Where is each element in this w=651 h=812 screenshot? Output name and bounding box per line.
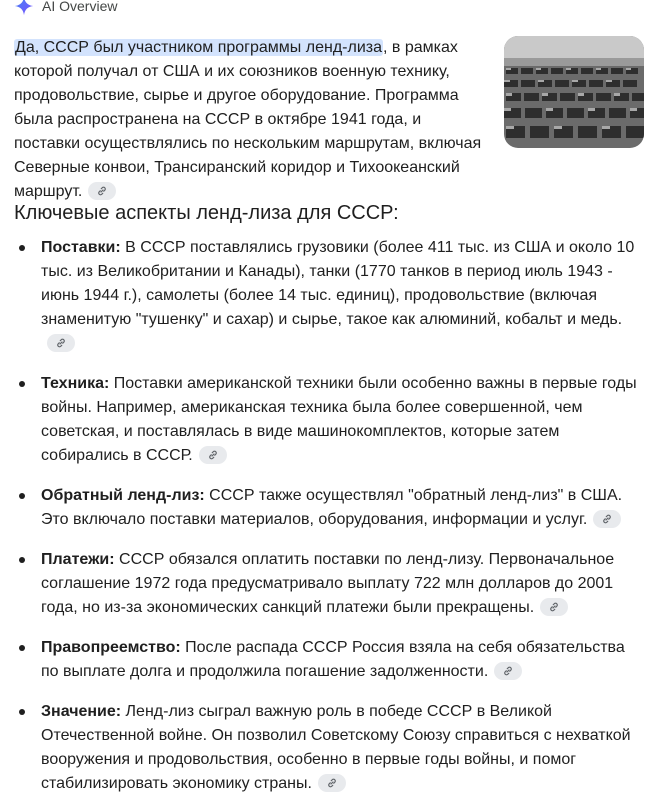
list-item	[14, 236, 646, 356]
item-title: Поставки:	[41, 239, 121, 256]
item-title: Платежи:	[41, 551, 115, 568]
item-text: Ленд-лиз сыграл важную роль в победе СССР в Великой Отечественной войне. Он позволил Советскому Союзу справиться с нехваткой вооружения и продовольствия, особенно в первые годы войны, и помог стабилизировать экономику страны.	[41, 703, 631, 792]
item-text: СССР также осуществлял "обратный ленд-лиз" в США. Это включало поставки материалов, оборудования, информации и услуг.	[41, 487, 623, 528]
bullet-icon	[19, 493, 25, 499]
link-icon	[207, 449, 219, 461]
list-item	[14, 372, 646, 468]
source-link-button[interactable]	[540, 598, 568, 616]
bullet-icon	[19, 709, 25, 715]
link-icon	[548, 601, 560, 613]
source-link-button[interactable]	[47, 334, 75, 352]
link-icon	[326, 777, 338, 789]
ai-overview-title: AI Overview	[42, 0, 118, 14]
bullet-icon	[19, 557, 25, 563]
bullet-icon	[19, 245, 25, 251]
bullet-icon	[19, 645, 25, 651]
link-icon	[502, 665, 514, 677]
intro-text: , в рамках которой получал от США и их союзников военную технику, продовольствие, сырье и другое оборудование. Программа была распространена на СССР в октябре 1941 года, и поставки осуществлялись по нескольким маршрутам, включая Северные конвои, Трансиранский коридор и Тихоокеанский маршрут.	[14, 39, 482, 200]
sparkle-icon	[14, 0, 34, 16]
item-text: В СССР поставлялись грузовики (более 411 тыс. из США и около 10 тыс. из Великобритании и Канады), танки (1770 танков в период июль 1943 - июнь 1944 г.), самолеты (более 14 тыс. единиц), продовольствие (включая знаменитую "тушенку" и сахар) и сырье, такое как алюминий, кобальт и медь.	[41, 239, 635, 328]
source-link-button[interactable]	[88, 182, 116, 200]
list-item	[14, 636, 646, 684]
link-icon	[96, 185, 108, 197]
item-title: Правопреемство:	[41, 639, 181, 656]
key-aspects-list	[14, 236, 646, 812]
item-text: После распада СССР Россия взяла на себя обязательства по выплате долга и продолжила погашение задолженности.	[41, 639, 625, 680]
intro-paragraph	[14, 36, 490, 204]
link-icon	[601, 513, 613, 525]
source-link-button[interactable]	[199, 446, 227, 464]
source-link-button[interactable]	[494, 662, 522, 680]
bullet-icon	[19, 381, 25, 387]
result-thumbnail-image[interactable]	[504, 36, 644, 148]
source-link-button[interactable]	[318, 774, 346, 792]
ai-overview-header	[14, 0, 117, 16]
list-item	[14, 700, 646, 796]
item-text: СССР обязался оплатить поставки по ленд-лизу. Первоначальное соглашение 1972 года предусматривало выплату 722 млн долларов до 2001 года, но из-за экономических санкций платежи были прекращены.	[41, 551, 615, 616]
item-title: Техника:	[41, 375, 110, 392]
list-item	[14, 484, 646, 532]
item-text: Поставки американской техники были особенно важны в первые годы войны. Например, американская техника была более совершенной, чем советская, и поставлялась в виде машинокомплектов, которые затем собирались в СССР.	[41, 375, 637, 464]
intro-highlight: Да, СССР был участником программы ленд-лиза	[15, 39, 382, 56]
item-title: Значение:	[41, 703, 122, 720]
intro-section	[14, 36, 651, 204]
section-heading: Ключевые аспекты ленд-лиза для СССР:	[14, 202, 399, 224]
list-item	[14, 548, 646, 620]
link-icon	[55, 337, 67, 349]
item-title: Обратный ленд-лиз:	[41, 487, 205, 504]
source-link-button[interactable]	[593, 510, 621, 528]
